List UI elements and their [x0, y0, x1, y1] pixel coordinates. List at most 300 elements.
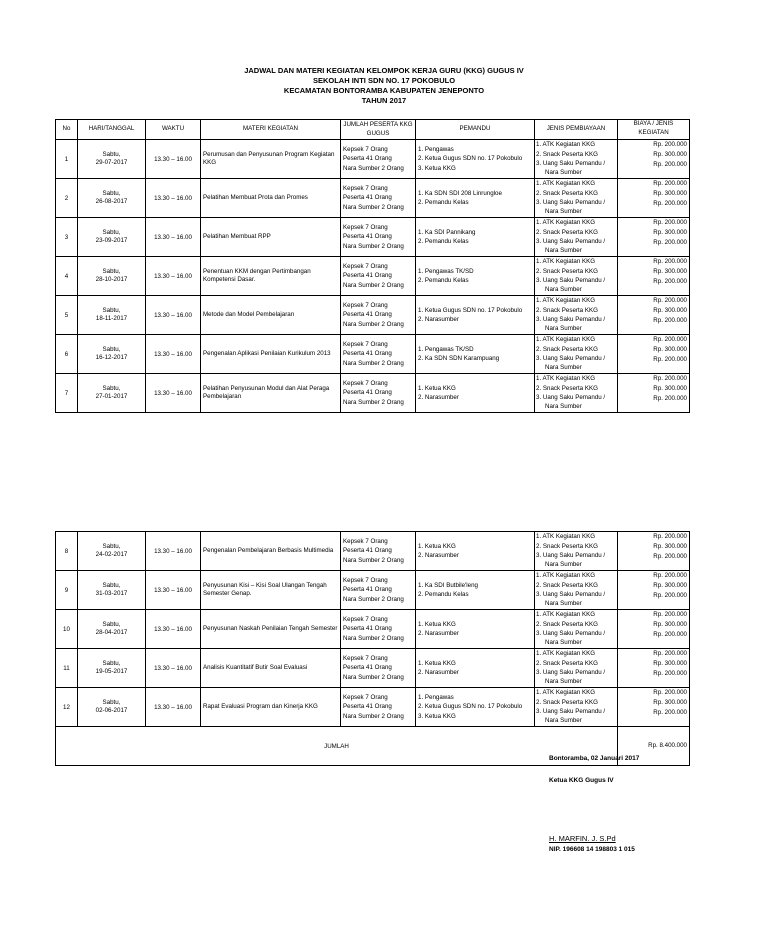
row-guide	[416, 218, 535, 257]
row-date: 23-09-2017	[95, 237, 128, 244]
col-header-cost: BIAYA / JENIS KEGIATAN	[618, 120, 690, 140]
row-time: 13.30 – 16.00	[146, 179, 201, 218]
row-participants-line: Nara Sumber 2 Orang	[343, 242, 404, 250]
row-date: 29-07-2017	[95, 159, 128, 166]
col-header-participants: JUMLAH PESERTA KKG GUGUS	[341, 120, 416, 140]
row-funding-line: 2. Snack Peserta KKG	[536, 698, 598, 706]
row-time: 13.30 – 16.00	[146, 374, 201, 413]
row-funding-line: 1. ATK Kegiatan KKG	[536, 650, 596, 658]
row-funding	[535, 140, 618, 179]
row-guide-line: 1. Ka SDI Butbile'leng	[418, 581, 478, 589]
row-date: 24-02-2017	[95, 551, 128, 558]
row-funding-line: 3. Uang Saku Pemandu /	[536, 160, 606, 167]
row-guide-line: 2. Narasumber	[418, 552, 459, 559]
row-cost	[618, 649, 690, 688]
row-number: 3	[56, 218, 78, 257]
row-time: 13.30 – 16.00	[146, 335, 201, 374]
row-funding-line: 2. Snack Peserta KKG	[536, 581, 598, 589]
row-guide	[416, 140, 535, 179]
row-date: 18-11-2017	[95, 315, 128, 322]
table-row	[56, 649, 690, 688]
row-time: 13.30 – 16.00	[146, 610, 201, 649]
title-line-2: SEKOLAH INTI SDN NO. 17 POKOBULO	[312, 76, 456, 85]
row-cost-line: Rp. 200.000	[653, 650, 687, 657]
document-title	[0, 66, 768, 106]
table-row	[56, 688, 690, 727]
row-cost-line: Rp. 300.000	[653, 306, 687, 314]
row-participants	[341, 571, 416, 610]
row-cost-line: Rp. 200.000	[653, 394, 687, 402]
row-cost-line: Rp. 200.000	[653, 219, 687, 226]
row-day: Sabtu,	[102, 698, 121, 706]
row-funding	[535, 335, 618, 374]
row-participants-line: Kepsek 7 Orang	[343, 379, 388, 387]
row-day: Sabtu,	[102, 659, 121, 667]
row-participants-line: Kepsek 7 Orang	[343, 576, 388, 584]
row-funding-line: Nara Sumber	[545, 639, 582, 647]
row-guide-line: 2. Pemandu Kelas	[418, 591, 469, 598]
row-funding-line: 1. ATK Kegiatan KKG	[536, 336, 596, 344]
row-time: 13.30 – 16.00	[146, 649, 201, 688]
table-row	[56, 179, 690, 218]
row-day-date	[78, 218, 146, 257]
row-participants	[341, 335, 416, 374]
row-participants-line: Nara Sumber 2 Orang	[343, 164, 404, 172]
row-guide-line: 2. Pemandu Kelas	[418, 277, 469, 284]
schedule-table-part-1	[55, 119, 690, 413]
row-funding-line: 2. Snack Peserta KKG	[536, 345, 598, 353]
row-day: Sabtu,	[102, 189, 121, 197]
row-guide	[416, 179, 535, 218]
row-cost	[618, 374, 690, 413]
title-line-3: KECAMATAN BONTORAMBA KABUPATEN JENEPONTO	[283, 86, 485, 95]
row-cost-line: Rp. 300.000	[653, 228, 687, 236]
row-guide-line: 1. Ketua Gugus SDN no. 17 Pokobulo	[418, 306, 523, 314]
row-participants-line: Peserta 41 Orang	[343, 233, 392, 241]
row-day-date	[78, 296, 146, 335]
row-cost-line: Rp. 300.000	[653, 345, 687, 353]
row-day: Sabtu,	[102, 620, 121, 628]
row-cost-line: Rp. 200.000	[653, 611, 687, 618]
row-participants	[341, 532, 416, 571]
row-participants	[341, 179, 416, 218]
row-participants	[341, 374, 416, 413]
row-participants-line: Nara Sumber 2 Orang	[343, 634, 404, 642]
row-participants	[341, 610, 416, 649]
row-funding	[535, 610, 618, 649]
row-material: Penentuan KKM dengan Pertimbangan Kompetensi Dasar.	[201, 257, 341, 296]
row-number: 12	[56, 688, 78, 727]
row-time: 13.30 – 16.00	[146, 218, 201, 257]
row-number: 10	[56, 610, 78, 649]
row-funding-line: 3. Uang Saku Pemandu /	[536, 277, 606, 284]
row-number: 4	[56, 257, 78, 296]
signature-role: Ketua KKG Gugus IV	[549, 777, 614, 784]
row-cost-line: Rp. 200.000	[653, 180, 687, 187]
row-participants-line: Nara Sumber 2 Orang	[343, 203, 404, 211]
row-material: Penyusunan Naskah Penilaian Tengah Semester	[201, 610, 341, 649]
row-funding-line: 1. ATK Kegiatan KKG	[536, 375, 596, 383]
row-funding	[535, 649, 618, 688]
row-participants-line: Peserta 41 Orang	[343, 389, 392, 397]
row-participants-line: Kepsek 7 Orang	[343, 693, 388, 701]
total-label: JUMLAH	[56, 727, 618, 766]
row-participants-line: Nara Sumber 2 Orang	[343, 281, 404, 289]
row-cost	[618, 179, 690, 218]
row-participants	[341, 688, 416, 727]
col-header-funding: JENIS PEMBIAYAAN	[535, 120, 618, 140]
row-guide-line: 1. Ka SDI Pannikang	[418, 228, 476, 236]
schedule-body-1	[56, 140, 690, 413]
row-guide-line: 1. Pengawas	[418, 145, 454, 153]
row-number: 8	[56, 532, 78, 571]
row-funding-line: 2. Snack Peserta KKG	[536, 620, 598, 628]
row-funding-line: Nara Sumber	[545, 169, 582, 177]
row-cost-line: Rp. 200.000	[653, 669, 687, 677]
row-participants-line: Peserta 41 Orang	[343, 625, 392, 633]
row-participants-line: Nara Sumber 2 Orang	[343, 556, 404, 564]
row-participants-line: Peserta 41 Orang	[343, 350, 392, 358]
row-time: 13.30 – 16.00	[146, 571, 201, 610]
row-day-date	[78, 335, 146, 374]
row-day-date	[78, 257, 146, 296]
row-participants-line: Peserta 41 Orang	[343, 586, 392, 594]
row-participants	[341, 140, 416, 179]
row-cost-line: Rp. 200.000	[653, 552, 687, 560]
row-participants-line: Nara Sumber 2 Orang	[343, 359, 404, 367]
row-cost	[618, 610, 690, 649]
col-header-guide: PEMANDU	[416, 120, 535, 140]
row-day-date	[78, 532, 146, 571]
row-material: Pengenalan Aplikasi Penilaian Kurikulum 2013	[201, 335, 341, 374]
row-guide-line: 2. Ketua Gugus SDN no. 17 Pokobulo	[418, 703, 523, 711]
row-funding-line: 2. Snack Peserta KKG	[536, 306, 598, 314]
row-date: 19-05-2017	[95, 668, 128, 675]
row-participants-line: Nara Sumber 2 Orang	[343, 712, 404, 720]
row-participants	[341, 257, 416, 296]
row-participants-line: Peserta 41 Orang	[343, 194, 392, 202]
table-row	[56, 374, 690, 413]
row-participants-line: Kepsek 7 Orang	[343, 223, 388, 231]
row-cost-line: Rp. 300.000	[653, 150, 687, 158]
row-day: Sabtu,	[102, 581, 121, 589]
row-participants	[341, 218, 416, 257]
schedule-body-2	[56, 532, 690, 727]
row-funding-line: Nara Sumber	[545, 208, 582, 216]
row-guide-line: 2. Narasumber	[418, 316, 459, 323]
row-funding-line: 2. Snack Peserta KKG	[536, 384, 598, 392]
row-cost-line: Rp. 200.000	[653, 258, 687, 265]
row-participants-line: Peserta 41 Orang	[343, 155, 392, 163]
row-cost	[618, 532, 690, 571]
row-guide-line: 3. Ketua KKG	[418, 164, 456, 172]
row-cost-line: Rp. 300.000	[653, 189, 687, 197]
row-material: Pengenalan Pembelajaran Berbasis Multimedia	[201, 532, 341, 571]
row-material: Metode dan Model Pembelajaran	[201, 296, 341, 335]
signature-place-date: Bontoramba, 02 Januari 2017	[549, 755, 640, 762]
row-date: 28-10-2017	[95, 276, 128, 283]
table-row	[56, 335, 690, 374]
col-header-no: No	[56, 120, 78, 140]
title-line-4: TAHUN 2017	[361, 96, 407, 105]
row-cost-line: Rp. 200.000	[653, 355, 687, 363]
row-time: 13.30 – 16.00	[146, 688, 201, 727]
row-participants-line: Kepsek 7 Orang	[343, 301, 388, 309]
row-funding-line: 2. Snack Peserta KKG	[536, 228, 598, 236]
col-header-day: HARI/TANGGAL	[78, 120, 146, 140]
row-funding-line: 3. Uang Saku Pemandu /	[536, 238, 606, 245]
row-cost	[618, 571, 690, 610]
row-funding	[535, 257, 618, 296]
row-guide	[416, 571, 535, 610]
row-day-date	[78, 374, 146, 413]
row-date: 31-03-2017	[95, 590, 128, 597]
row-funding-line: 3. Uang Saku Pemandu /	[536, 355, 606, 362]
row-funding-line: 2. Snack Peserta KKG	[536, 659, 598, 667]
row-funding	[535, 296, 618, 335]
row-guide-line: 2. Ketua Gugus SDN no. 17 Pokobulo	[418, 155, 523, 163]
row-date: 27-01-2017	[95, 393, 128, 400]
row-number: 11	[56, 649, 78, 688]
row-participants-line: Peserta 41 Orang	[343, 547, 392, 555]
row-day: Sabtu,	[102, 384, 121, 392]
row-participants-line: Peserta 41 Orang	[343, 664, 392, 672]
row-material: Pelatihan Penyusunan Modul dan Alat Peraga Pembelajaran	[201, 374, 341, 413]
row-participants-line: Kepsek 7 Orang	[343, 340, 388, 348]
row-participants-line: Nara Sumber 2 Orang	[343, 673, 404, 681]
row-guide-line: 1. Ka SDN SDI 208 Linrungloe	[418, 189, 502, 197]
row-cost-line: Rp. 300.000	[653, 620, 687, 628]
row-participants-line: Peserta 41 Orang	[343, 272, 392, 280]
row-cost-line: Rp. 200.000	[653, 316, 687, 324]
row-guide	[416, 610, 535, 649]
row-guide-line: 1. Pengawas TK/SD	[418, 345, 474, 353]
row-day: Sabtu,	[102, 150, 121, 158]
row-funding-line: 1. ATK Kegiatan KKG	[536, 258, 596, 266]
row-cost-line: Rp. 300.000	[653, 267, 687, 275]
row-guide-line: 2. Narasumber	[418, 630, 459, 637]
row-funding-line: 2. Snack Peserta KKG	[536, 267, 598, 275]
row-guide-line: 2. Ka SDN SDN Karampuang	[418, 355, 500, 362]
row-participants-line: Kepsek 7 Orang	[343, 615, 388, 623]
row-date: 28-04-2017	[95, 629, 128, 636]
row-cost-line: Rp. 200.000	[653, 277, 687, 285]
row-guide	[416, 335, 535, 374]
row-funding-line: 3. Uang Saku Pemandu /	[536, 669, 606, 676]
row-participants-line: Kepsek 7 Orang	[343, 654, 388, 662]
row-day: Sabtu,	[102, 306, 121, 314]
row-guide-line: 2. Pemandu Kelas	[418, 238, 469, 245]
row-funding-line: 2. Snack Peserta KKG	[536, 150, 598, 158]
col-header-time: WAKTU	[146, 120, 201, 140]
row-funding-line: 1. ATK Kegiatan KKG	[536, 689, 596, 697]
row-cost-line: Rp. 200.000	[653, 336, 687, 343]
row-cost-line: Rp. 200.000	[653, 591, 687, 599]
row-day-date	[78, 571, 146, 610]
row-guide-line: 3. Ketua KKG	[418, 712, 456, 720]
row-day-date	[78, 179, 146, 218]
schedule-table-part-2	[55, 531, 690, 766]
row-funding-line: 1. ATK Kegiatan KKG	[536, 572, 596, 580]
row-funding	[535, 571, 618, 610]
row-funding-line: 1. ATK Kegiatan KKG	[536, 297, 596, 305]
row-date: 02-06-2017	[95, 707, 128, 714]
row-funding-line: Nara Sumber	[545, 678, 582, 686]
row-day: Sabtu,	[102, 228, 121, 236]
total-value: Rp. 8.400.000	[618, 727, 690, 766]
row-guide-line: 2. Pemandu Kelas	[418, 199, 469, 206]
row-participants-line: Nara Sumber 2 Orang	[343, 398, 404, 406]
row-cost-line: Rp. 300.000	[653, 542, 687, 550]
row-number: 9	[56, 571, 78, 610]
row-time: 13.30 – 16.00	[146, 532, 201, 571]
row-guide-line: 2. Narasumber	[418, 394, 459, 401]
row-funding-line: 3. Uang Saku Pemandu /	[536, 552, 606, 559]
row-guide	[416, 296, 535, 335]
row-participants-line: Kepsek 7 Orang	[343, 262, 388, 270]
row-cost-line: Rp. 200.000	[653, 238, 687, 246]
row-funding-line: 3. Uang Saku Pemandu /	[536, 316, 606, 323]
row-funding-line: Nara Sumber	[545, 247, 582, 255]
row-funding-line: Nara Sumber	[545, 600, 582, 608]
row-funding-line: 2. Snack Peserta KKG	[536, 542, 598, 550]
row-participants-line: Nara Sumber 2 Orang	[343, 320, 404, 328]
title-line-1: JADWAL DAN MATERI KEGIATAN KELOMPOK KERJA GURU (KKG) GUGUS IV	[244, 66, 524, 75]
row-cost-line: Rp. 200.000	[653, 141, 687, 148]
table-row	[56, 218, 690, 257]
table-row	[56, 140, 690, 179]
table-row	[56, 296, 690, 335]
row-guide-line: 1. Pengawas TK/SD	[418, 267, 474, 275]
row-guide-line: 1. Pengawas	[418, 693, 454, 701]
row-participants-line: Kepsek 7 Orang	[343, 145, 388, 153]
table-row	[56, 257, 690, 296]
row-day: Sabtu,	[102, 267, 121, 275]
col-header-material: MATERI KEGIATAN	[201, 120, 341, 140]
row-cost-line: Rp. 200.000	[653, 160, 687, 168]
row-date: 16-12-2017	[95, 354, 128, 361]
row-funding	[535, 374, 618, 413]
row-funding-line: Nara Sumber	[545, 403, 582, 411]
table-row	[56, 532, 690, 571]
row-funding	[535, 179, 618, 218]
row-cost	[618, 296, 690, 335]
row-cost-line: Rp. 200.000	[653, 297, 687, 304]
row-funding	[535, 218, 618, 257]
row-cost-line: Rp. 200.000	[653, 708, 687, 716]
row-funding-line: 1. ATK Kegiatan KKG	[536, 141, 596, 149]
row-cost-line: Rp. 200.000	[653, 533, 687, 540]
row-guide	[416, 374, 535, 413]
row-cost-line: Rp. 200.000	[653, 375, 687, 382]
row-number: 2	[56, 179, 78, 218]
row-day: Sabtu,	[102, 345, 121, 353]
row-guide	[416, 532, 535, 571]
row-funding	[535, 688, 618, 727]
row-cost-line: Rp. 200.000	[653, 630, 687, 638]
row-time: 13.30 – 16.00	[146, 257, 201, 296]
row-funding-line: 1. ATK Kegiatan KKG	[536, 611, 596, 619]
row-cost-line: Rp. 200.000	[653, 689, 687, 696]
row-guide-line: 2. Narasumber	[418, 669, 459, 676]
row-cost-line: Rp. 300.000	[653, 384, 687, 392]
row-cost-line: Rp. 200.000	[653, 199, 687, 207]
row-guide-line: 1. Ketua KKG	[418, 659, 456, 667]
row-cost-line: Rp. 300.000	[653, 581, 687, 589]
row-funding-line: 1. ATK Kegiatan KKG	[536, 180, 596, 188]
row-date: 26-08-2017	[95, 198, 128, 205]
row-funding-line: 3. Uang Saku Pemandu /	[536, 394, 606, 401]
row-funding-line: Nara Sumber	[545, 286, 582, 294]
row-funding-line: Nara Sumber	[545, 364, 582, 372]
row-funding-line: 2. Snack Peserta KKG	[536, 189, 598, 197]
row-number: 7	[56, 374, 78, 413]
row-cost	[618, 218, 690, 257]
row-guide-line: 1. Ketua KKG	[418, 384, 456, 392]
row-funding-line: Nara Sumber	[545, 325, 582, 333]
table-row	[56, 610, 690, 649]
row-number: 5	[56, 296, 78, 335]
row-funding-line: 3. Uang Saku Pemandu /	[536, 630, 606, 637]
row-cost-line: Rp. 300.000	[653, 659, 687, 667]
row-guide-line: 1. Ketua KKG	[418, 542, 456, 550]
row-material: Rapat Evaluasi Program dan Kinerja KKG	[201, 688, 341, 727]
row-guide	[416, 688, 535, 727]
row-guide	[416, 257, 535, 296]
row-participants	[341, 296, 416, 335]
signature-name: H. MARFIN. J. S.Pd	[549, 834, 616, 843]
row-cost-line: Rp. 300.000	[653, 698, 687, 706]
row-material: Perumusan dan Penyusunan Program Kegiatan KKG	[201, 140, 341, 179]
signature-nip: NIP. 196608 14 198803 1 015	[549, 846, 635, 853]
row-cost	[618, 688, 690, 727]
row-funding-line: 3. Uang Saku Pemandu /	[536, 199, 606, 206]
row-guide	[416, 649, 535, 688]
row-funding-line: 3. Uang Saku Pemandu /	[536, 591, 606, 598]
row-time: 13.30 – 16.00	[146, 140, 201, 179]
row-funding	[535, 532, 618, 571]
row-funding-line: 3. Uang Saku Pemandu /	[536, 708, 606, 715]
row-participants-line: Kepsek 7 Orang	[343, 184, 388, 192]
row-funding-line: Nara Sumber	[545, 717, 582, 725]
row-participants-line: Peserta 41 Orang	[343, 703, 392, 711]
row-material: Pelatihan Membuat RPP	[201, 218, 341, 257]
row-material: Penyusunan Kisi – Kisi Soal Ulangan Tengah Semester Genap.	[201, 571, 341, 610]
row-participants-line: Peserta 41 Orang	[343, 311, 392, 319]
row-number: 1	[56, 140, 78, 179]
row-cost	[618, 140, 690, 179]
row-participants-line: Nara Sumber 2 Orang	[343, 595, 404, 603]
row-funding-line: 1. ATK Kegiatan KKG	[536, 219, 596, 227]
row-day-date	[78, 688, 146, 727]
row-funding-line: Nara Sumber	[545, 561, 582, 569]
row-funding-line: 1. ATK Kegiatan KKG	[536, 533, 596, 541]
row-day-date	[78, 140, 146, 179]
row-day: Sabtu,	[102, 542, 121, 550]
row-cost-line: Rp. 200.000	[653, 572, 687, 579]
row-participants	[341, 649, 416, 688]
row-material: Pelatihan Membuat Prota dan Promes	[201, 179, 341, 218]
row-cost	[618, 257, 690, 296]
row-cost	[618, 335, 690, 374]
row-material: Analisis Kuantitatif Butir Soal Evaluasi	[201, 649, 341, 688]
row-number: 6	[56, 335, 78, 374]
row-time: 13.30 – 16.00	[146, 296, 201, 335]
table-row	[56, 571, 690, 610]
row-day-date	[78, 649, 146, 688]
row-day-date	[78, 610, 146, 649]
row-guide-line: 1. Ketua KKG	[418, 620, 456, 628]
